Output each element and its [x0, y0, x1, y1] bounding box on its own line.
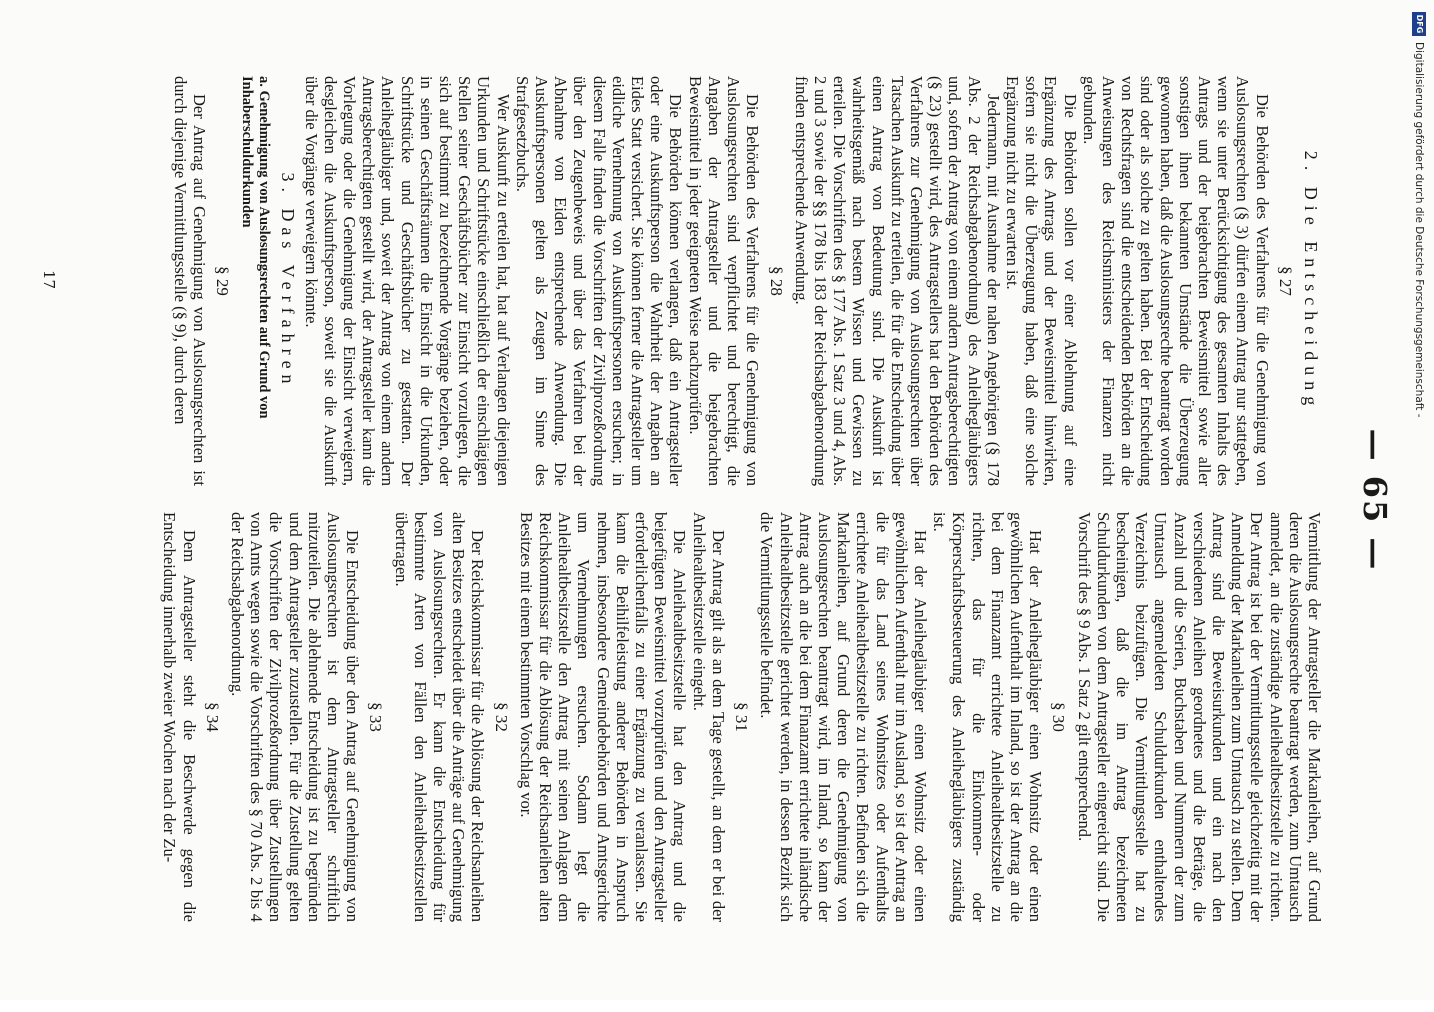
paragraph-text: Jedermann, mit Ausnahme der nahen Angehörigen (§ 178 Abs. 2 der Reichsabgabenordnung) des Anleihegläubigers und, sofern der Antrag von einem andern Antragsberechtigten (§ 23) gestellt wird, des Antragstellers hat den Behörden des Verfahrens zur Genehmigung von Auslosungsrechten über Tatsachen Auskunft zu erteilen, die für die Entscheidung über einen Antrag von Bedeutung sind. Die Auskunft ist wahrheitsgemäß nach bestem Wissen und Gewissen zu erteilen. Die Vorschriften des § 177 Abs. 1 Satz 3 und 4, Abs. 2 und 3 sowie der §§ 178 bis 183 der Reichsabgabenordnung finden entsprechende Anwendung. — [791, 76, 1003, 486]
paragraph-text: Hat der Anleihegläubiger einen Wohnsitz oder einen gewöhnlichen Aufenthalt im Inland, so ist der Antrag an die bei dem Finanzamt errichtete Anleihealtbesitzstelle zu richten, das für die Einkommen- oder Körperschaftsbesteuerung des Anleihegläubigers zuständig ist. — [930, 512, 1046, 922]
paragraph-text: Die Behörden des Verfahrens für die Genehmigung von Auslosungsrechten sind verpflichtet und berechtigt, die Angaben der Antragsteller und die beigebrachten Beweismittel in jeder geeigneten Weise nachzuprüfen. — [685, 76, 763, 486]
paragraph-text: Vermittlung der Antragsteller die Markanleihen, auf Grund deren die Auslosungsrechte beantragt werden, zum Umtausch anmeldet, an die zuständige Anleihealtbesitzstelle zu richten. Der Antrag ist bei der Vermittlungsstelle gleichzeitig mit der Anmeldung der Markanleihen zum Umtausch zu stellen. Dem Antrag sind die Beweisurkunden und ein nach den verschiedenen Anleihen geordnetes und die Beträge, die Anzahl und die Serien, Buchstaben und Nummern der zum Umtausch angemeldeten Schuldurkunden enthaltendes Verzeichnis beizufügen. Die Vermittlungsstelle hat zu bescheinigen, daß die im Antrag bezeichneten Schuldurkunden von dem Antragsteller eingereicht sind. Die Vorschrift des § 9 Abs. 1 Satz 2 gilt entsprechend. — [1074, 512, 1324, 922]
dfg-logo: DFG — [1412, 12, 1426, 36]
paragraph-text: Die Entscheidung über den Antrag auf Genehmigung von Auslosungsrechten ist dem Antragsteller schriftlich mitzuteilen. Die ablehnende Entscheidung ist zu begründen und dem Antragsteller zuzustellen. Für die Zustellung gelten die Vorschriften der Zivilprozeßordnung über Zustellungen von Amts wegen sowie die Vorschriften des § 70 Abs. 2 bis 4 der Reichsabgabenordnung. — [228, 512, 363, 922]
paragraph-text: Die Behörden sollen vor einer Ablehnung auf eine Ergänzung des Antrags und der Beweismittel hinwirken, sofern sie nicht die Überzeugung haben, daß eine solche Ergänzung nicht zu erwarten ist. — [1002, 76, 1080, 486]
paragraph-number-28: § 28 — [766, 266, 786, 296]
paragraph-text: Wer Auskunft zu erteilen hat, hat auf Verlangen diejenigen Urkunden und Schriftstücke einschließlich der einschlägigen Stellen seiner Geschäftsbücher zur Einsicht vorzulegen, die sich auf bestimmt zu bezeichnende Vorgänge beziehen, oder in seinen Geschäftsräumen die Einsicht in die Urkunden, Schriftstücke und Geschäftsbücher zu gestatten. Der Anleihegläubiger und, soweit der Antrag von einem andern Antragsberechtigten gestellt wird, der Antragsteller kann die Vorlegung oder die Genehmigung der Einsicht verweigern, desgleichen die Auskunftsperson, soweit sie die Auskunft über die Vorgänge verweigern könnte. — [301, 76, 513, 486]
paragraph-text: Die Behörden können verlangen, daß ein Antragsteller oder eine Auskunftsperson die Wahrheit der Angaben an Eides Statt versichert. Sie können ferner die Antragsteller um eidliche Vernehmung von Auskunftspersonen ersuchen; in diesem Falle finden die Vorschriften der Zivilprozeßordnung über den Zeugenbeweis und über das Verfahren bei der Abnahme von Eiden entsprechende Anwendung. Die Auskunftspersonen gelten als Zeugen im Sinne des Strafgesetzbuchs. — [512, 76, 686, 486]
paragraph-number-33: § 33 — [366, 702, 386, 732]
paragraph-number-29: § 29 — [213, 266, 233, 296]
paragraph-text: Der Reichskommissar für die Ablösung der Reichsanleihen alten Besitzes entscheidet über die Anträge auf Genehmigung von Auslosungsrechten. Er kann die Entscheidung für bestimmte Arten von Fällen den Anleihealtbesitzstellen übertragen. — [391, 512, 488, 922]
paragraph-number-34: § 34 — [202, 702, 222, 732]
paragraph-number-31: § 31 — [732, 702, 752, 732]
paragraph-text: Die Anleihealtbesitzstelle hat den Antrag und die beigefügten Beweismittel vorzuprüfen und den Antragsteller erforderlichenfalls zu einer Ergänzung zu veranlassen. Sie kann die Beihilfeleistung anderer Behörden in Anspruch nehmen, insbesondere Gemeindebehörden und Amtsgerichte um Vernehmungen ersuchen. Sodann legt die Anleihealtbesitzstelle den Antrag mit seinen Anlagen dem Reichskommissar für die Ablösung der Reichsanleihen alten Besitzes mit einem bestimmten Vorschlag vor. — [516, 512, 690, 922]
paragraph-number-27: § 27 — [1275, 266, 1295, 296]
paragraph-number-32: § 32 — [491, 702, 511, 732]
paragraph-text: Hat der Anleihegläubiger einen Wohnsitz oder einen gewöhnlichen Aufenthalt nur im Ausland, so ist der Antrag an die für das Land seines Wohnsitzes oder Aufenthalts errichtete Anleihealtbesitzstelle zu richten. Befinden sich die Markanleihen, auf Grund deren die Genehmigung von Auslosungsrechten beantragt wird, im Inland, so kann der Antrag auch an die bei dem Finanzamt errichtete inländische Anleihealtbesitzstelle gerichtet werden, in dessen Bezirk sich die Vermittlungsstelle befindet. — [757, 512, 930, 922]
paragraph-text: Der Antrag auf Genehmigung von Auslosungsrechten ist durch diejenige Vermittlungsstelle (§ 9), durch deren — [170, 76, 210, 486]
page-number: — 65 — — [1356, 428, 1394, 572]
subsection-heading-a: a. Genehmigung von Auslosungsrechten auf Grund von Inhaberschuldurkunden — [239, 76, 273, 419]
section-title-entscheidung: 2. Die Entscheidung — [1301, 150, 1321, 412]
left-column — [171, 76, 1324, 486]
paragraph-text: Der Antrag gilt als an dem Tage gestellt, an dem er bei der Anleihealtbesitzstelle eingeht. — [689, 512, 728, 922]
signature-mark: 17 — [40, 270, 58, 290]
section-title-verfahren: 3. Das Verfahren — [278, 172, 299, 390]
paragraph-text: Dem Antragsteller steht die Beschwerde gegen die Entscheidung innerhalb zweier Wochen nach der Zu- — [160, 512, 199, 922]
paragraph-number-30: § 30 — [1049, 702, 1069, 732]
paragraph-text: Die Behörden des Verfahrens für die Genehmigung von Auslosungsrechten (§ 3) dürfen einem Antrag nur stattgeben, wenn sie unter Berücksichtigung des gesamten Inhalts des Antrags und der beigebrachten Beweismittel sowie aller sonstigen ihnen bekannten Umstände die Überzeugung gewonnen haben, daß die Auslosungsrechte beantragt worden sind oder als solche zu gelten haben. Bei der Entscheidung von Rechtsfragen sind die entscheidenden Behörden an die Anweisungen des Reichsministers der Finanzen nicht gebunden. — [1079, 76, 1272, 486]
digitization-footer — [1404, 0, 1434, 1012]
right-column — [160, 512, 1324, 922]
footer-text: Digitalisierung gefördert durch die Deutsche Forschungsgemeinschaft - — [1413, 42, 1425, 418]
